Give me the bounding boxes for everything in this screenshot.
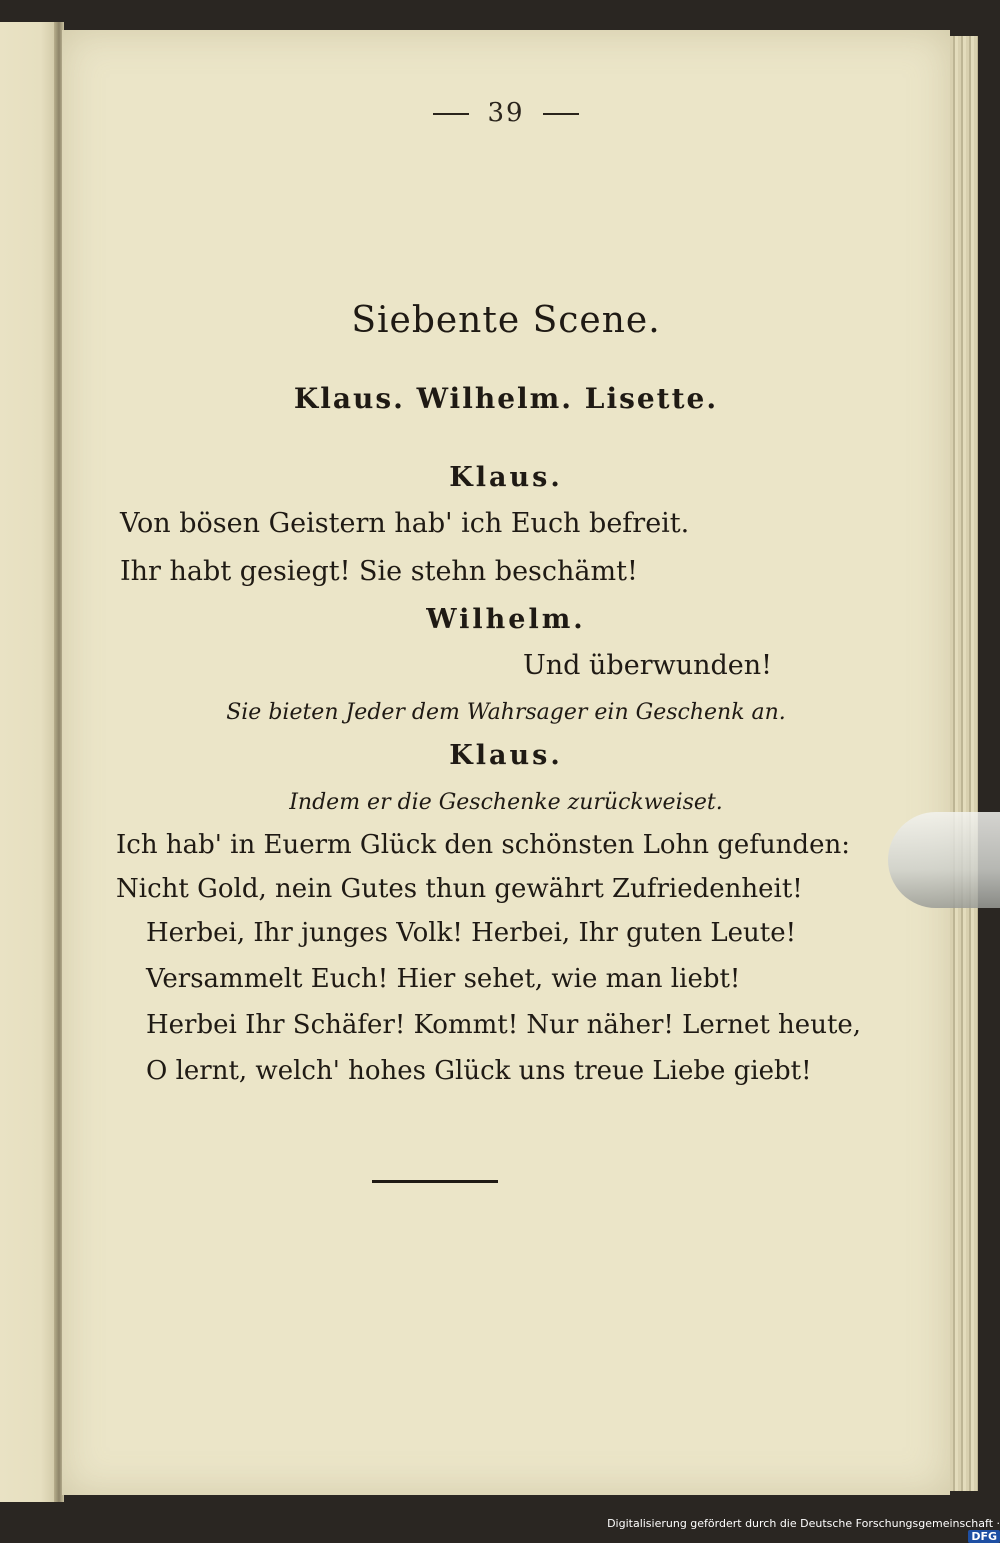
credit-text: Digitalisierung gefördert durch die Deutsche Forschungsgemeinschaft · <box>607 1517 1000 1530</box>
page-header <box>62 98 950 128</box>
header-dash-right <box>543 113 579 115</box>
verse-line: Herbei, Ihr junges Volk! Herbei, Ihr guten Leute! <box>146 918 797 948</box>
verse-line: Nicht Gold, nein Gutes thun gewährt Zufriedenheit! <box>116 874 803 904</box>
verse-line: Versammelt Euch! Hier sehet, wie man liebt! <box>146 964 741 994</box>
stage-direction: Sie bieten Jeder dem Wahrsager ein Geschenk an. <box>226 700 786 725</box>
header-dash-left <box>433 113 469 115</box>
stage-direction: Indem er die Geschenke zurückweiset. <box>289 790 723 815</box>
facing-page-edge <box>0 22 58 1502</box>
speaker-label: Wilhelm. <box>426 604 586 635</box>
verse-line: Von bösen Geistern hab' ich Euch befreit. <box>120 508 690 539</box>
scene-title: Siebente Scene. <box>351 300 661 341</box>
verse-line: Herbei Ihr Schäfer! Kommt! Nur näher! Lernet heute, <box>146 1010 862 1040</box>
verse-line: Ihr habt gesiegt! Sie stehn beschämt! <box>120 556 638 587</box>
section-rule <box>372 1180 498 1183</box>
page-holder-clip <box>888 812 1000 908</box>
book-page <box>62 30 950 1495</box>
verse-line: O lernt, welch' hohes Glück uns treue Liebe giebt! <box>146 1056 812 1086</box>
verse-line: Ich hab' in Euerm Glück den schönsten Lohn gefunden: <box>116 830 850 860</box>
digitization-credit <box>600 1517 1000 1543</box>
page-number: 39 <box>487 98 525 128</box>
speaker-label: Klaus. <box>449 740 563 771</box>
scene-characters: Klaus. Wilhelm. Lisette. <box>293 382 719 415</box>
dfg-logo: DFG <box>968 1530 1000 1543</box>
page-stack-edge <box>950 36 978 1491</box>
speaker-label: Klaus. <box>449 462 563 493</box>
verse-line-right: Und überwunden! <box>523 650 772 681</box>
